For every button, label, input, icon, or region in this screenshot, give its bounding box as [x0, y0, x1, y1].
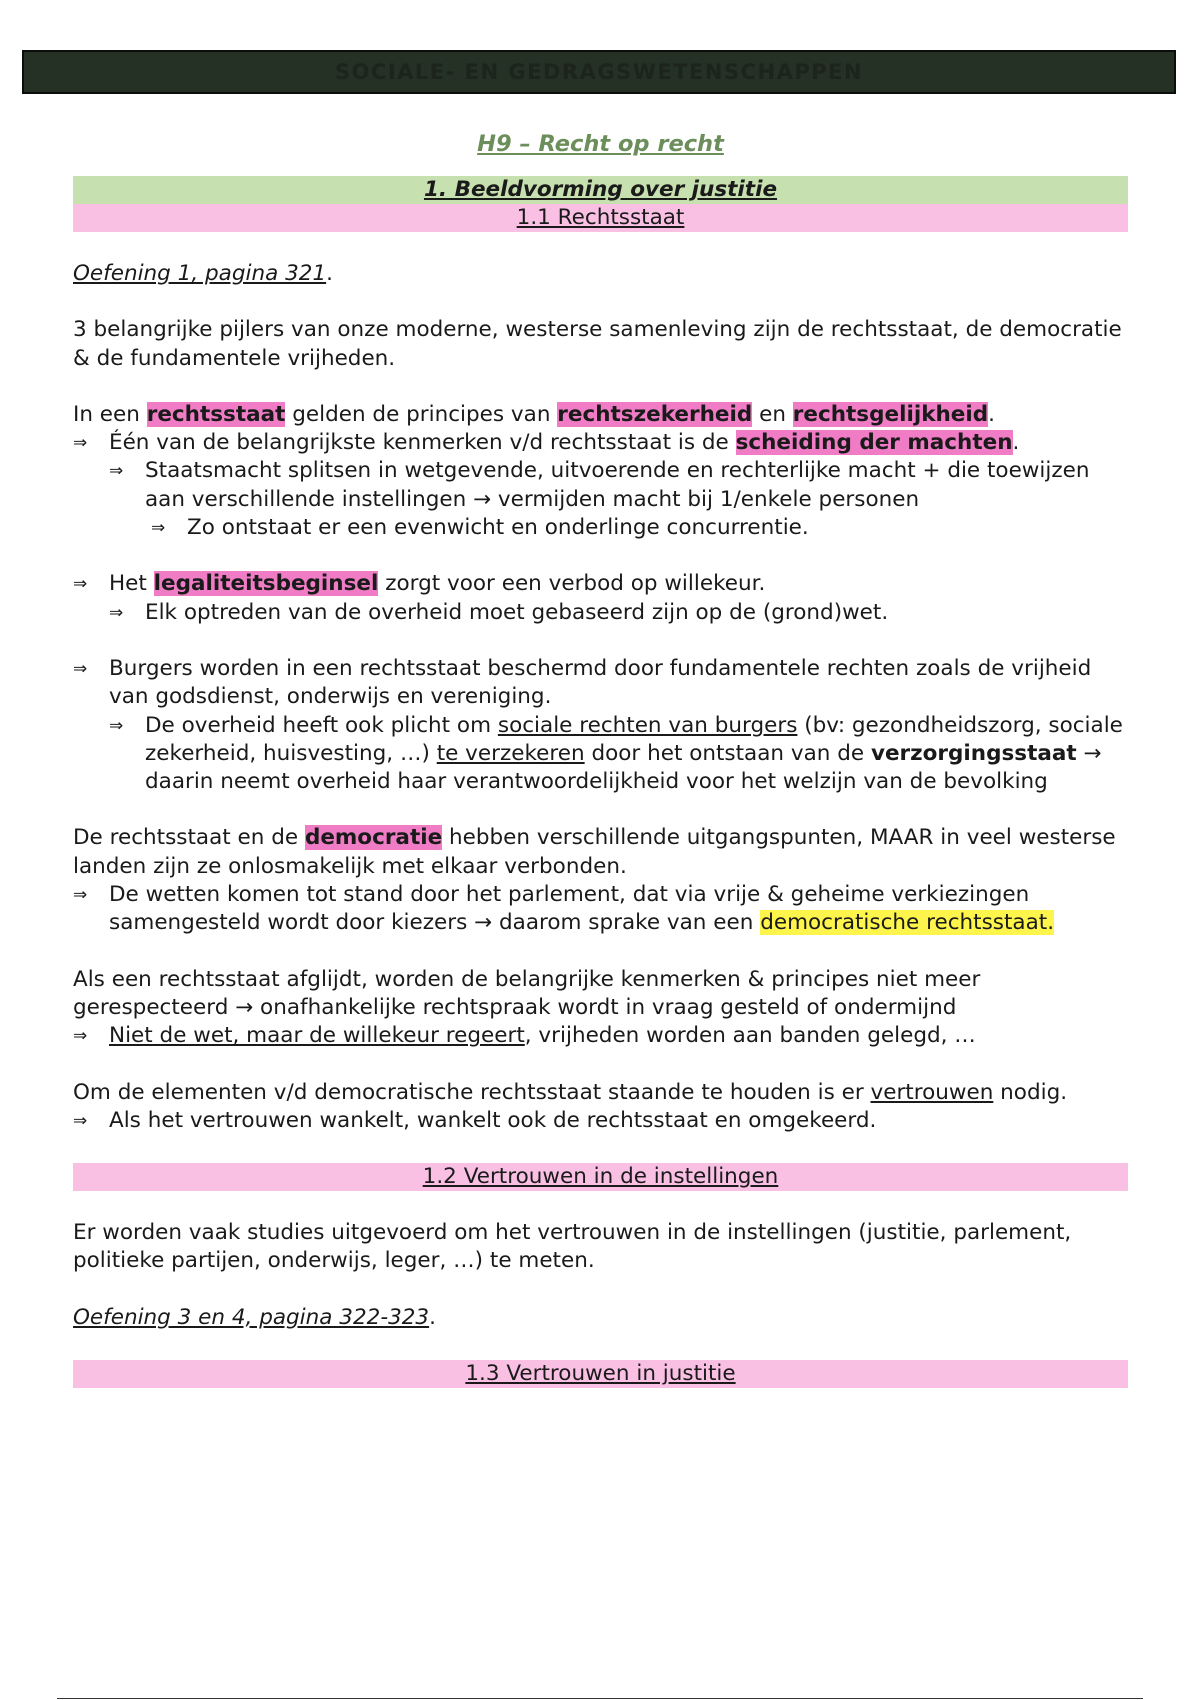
paragraph: Als een rechtsstaat afglijdt, worden de belangrijke kenmerken & principes niet meer gerespecteerd → onafhankelijke rechtspraak wordt in vraag gesteld of ondermijnd [73, 966, 981, 1020]
bullet-item [73, 655, 1128, 712]
text: In een [73, 401, 147, 427]
highlighted-text: democratische rechtsstaat. [760, 910, 1055, 936]
keyword: democratie [304, 825, 443, 851]
bullet-text: Burgers worden in een rechtsstaat beschermd door fundamentele rechten zoals de vrijheid van godsdienst, onderwijs en vereniging. [109, 655, 1092, 710]
text: De wetten komen tot stand door het parlement, dat via vrije & geheime verkiezingen samengesteld wordt door kiezers → daarom sprake van een [109, 882, 1030, 936]
paragraph [73, 401, 1128, 429]
arrow-icon: ⇒ [73, 1110, 88, 1131]
exercise-label: Oefening 3 en 4, pagina 322-323 [73, 1304, 430, 1330]
text: Één van de belangrijkste kenmerken v/d rechtsstaat is de [109, 430, 736, 456]
course-banner: SOCIALE- EN GEDRAGSWETENSCHAPPEN [22, 50, 1176, 94]
section-heading [73, 176, 1128, 204]
bullet-item [73, 570, 1128, 598]
text: Om de elementen v/d democratische rechtsstaat staande te houden is er [73, 1079, 871, 1105]
exercise-suffix: . [326, 261, 333, 286]
bullet-text: Zo ontstaat er een evenwicht en onderlinge concurrentie. [187, 515, 809, 541]
bullet-item [73, 429, 1128, 457]
subsection-title: 1.2 Vertrouwen in de instellingen [422, 1164, 779, 1190]
arrow-icon: ⇒ [109, 461, 124, 482]
bullet-text: Elk optreden van de overheid moet gebaseerd zijn op de (grond)wet. [145, 599, 889, 625]
underlined-text: te verzekeren [436, 740, 585, 766]
arrow-icon: ⇒ [73, 1026, 88, 1047]
keyword: rechtsgelijkheid [792, 401, 989, 427]
bold-term: verzorgingsstaat [870, 740, 1077, 766]
arrow-icon: ⇒ [73, 433, 88, 454]
text: (bv: gezondheidszorg, sociale zekerheid, huisvesting, …) [145, 712, 1123, 766]
arrow-icon: ⇒ [73, 574, 88, 595]
bullet-item [109, 712, 1128, 797]
bullet-text: Staatsmacht splitsen in wetgevende, uitvoerende en rechterlijke macht + die toewijzen aan verschillende instellingen → vermijden macht bij 1/enkele personen [145, 458, 1090, 512]
paragraph: 3 belangrijke pijlers van onze moderne, westerse samenleving zijn de rechtsstaat, de democratie & de fundamentele vrijheden. [73, 317, 1122, 371]
bullet-text: Als het vertrouwen wankelt, wankelt ook de rechtsstaat en omgekeerd. [109, 1107, 877, 1133]
arrow-icon: ⇒ [109, 715, 124, 736]
exercise-suffix: . [429, 1304, 436, 1330]
subsection-title: 1.3 Vertrouwen in justitie [465, 1361, 736, 1387]
paragraph [73, 824, 1128, 881]
footer-divider [57, 1698, 1143, 1699]
arrow-icon: ⇒ [73, 658, 88, 679]
exercise-label: Oefening 1, pagina 321 [73, 261, 327, 286]
text: → daarin neemt overheid haar verantwoordelijkheid voor het welzijn van de bevolking [145, 740, 1102, 795]
keyword: rechtsstaat [146, 401, 286, 427]
exercise-reference [73, 1304, 1128, 1332]
underlined-text: Niet de wet, maar de willekeur regeert [109, 1023, 525, 1049]
document-body [73, 126, 1128, 1388]
chapter-title: H9 – Recht op recht [477, 131, 724, 157]
keyword: scheiding der machten [735, 430, 1013, 456]
text: nodig. [993, 1079, 1068, 1105]
subsection-heading-1-2 [73, 1163, 1128, 1191]
section-title: 1. Beeldvorming over justitie [423, 177, 778, 202]
text: zorgt voor een verbod op willekeur. [378, 571, 766, 597]
keyword: legaliteitsbeginsel [153, 571, 379, 597]
bullet-item [109, 599, 1128, 627]
text: Het [109, 571, 154, 597]
bullet-item [109, 457, 1128, 514]
bullet-item [73, 1107, 1128, 1135]
text: De rechtsstaat en de [73, 825, 305, 851]
text: . [1012, 430, 1020, 456]
subsection-title: 1.1 Rechtsstaat [516, 205, 685, 230]
underlined-text: sociale rechten van burgers [497, 712, 798, 738]
text: en [752, 401, 793, 427]
exercise-reference [73, 260, 1128, 288]
text: gelden de principes van [285, 401, 558, 427]
arrow-icon: ⇒ [151, 518, 166, 539]
text: De overheid heeft ook plicht om [145, 712, 498, 738]
text: . [988, 401, 995, 427]
arrow-icon: ⇒ [109, 602, 124, 623]
bullet-item [73, 881, 1128, 938]
text: , vrijheden worden aan banden gelegd, … [524, 1023, 976, 1049]
paragraph [73, 1079, 1128, 1107]
paragraph: Er worden vaak studies uitgevoerd om het vertrouwen in de instellingen (justitie, parlement, politieke partijen, onderwijs, leger, …) te meten. [73, 1220, 1072, 1274]
bullet-item [151, 514, 1128, 542]
underlined-text: vertrouwen [870, 1079, 994, 1105]
arrow-icon: ⇒ [73, 885, 88, 906]
subsection-heading-1-3 [73, 1360, 1128, 1388]
text: door het ontstaan van de [584, 740, 871, 766]
text: hebben verschillende uitgangspunten, MAAR in veel westerse landen zijn ze onlosmakelijk met elkaar verbonden. [73, 825, 1116, 879]
keyword: rechtszekerheid [557, 401, 753, 427]
subsection-heading-1-1 [73, 204, 1128, 232]
bullet-item [73, 1022, 1128, 1050]
